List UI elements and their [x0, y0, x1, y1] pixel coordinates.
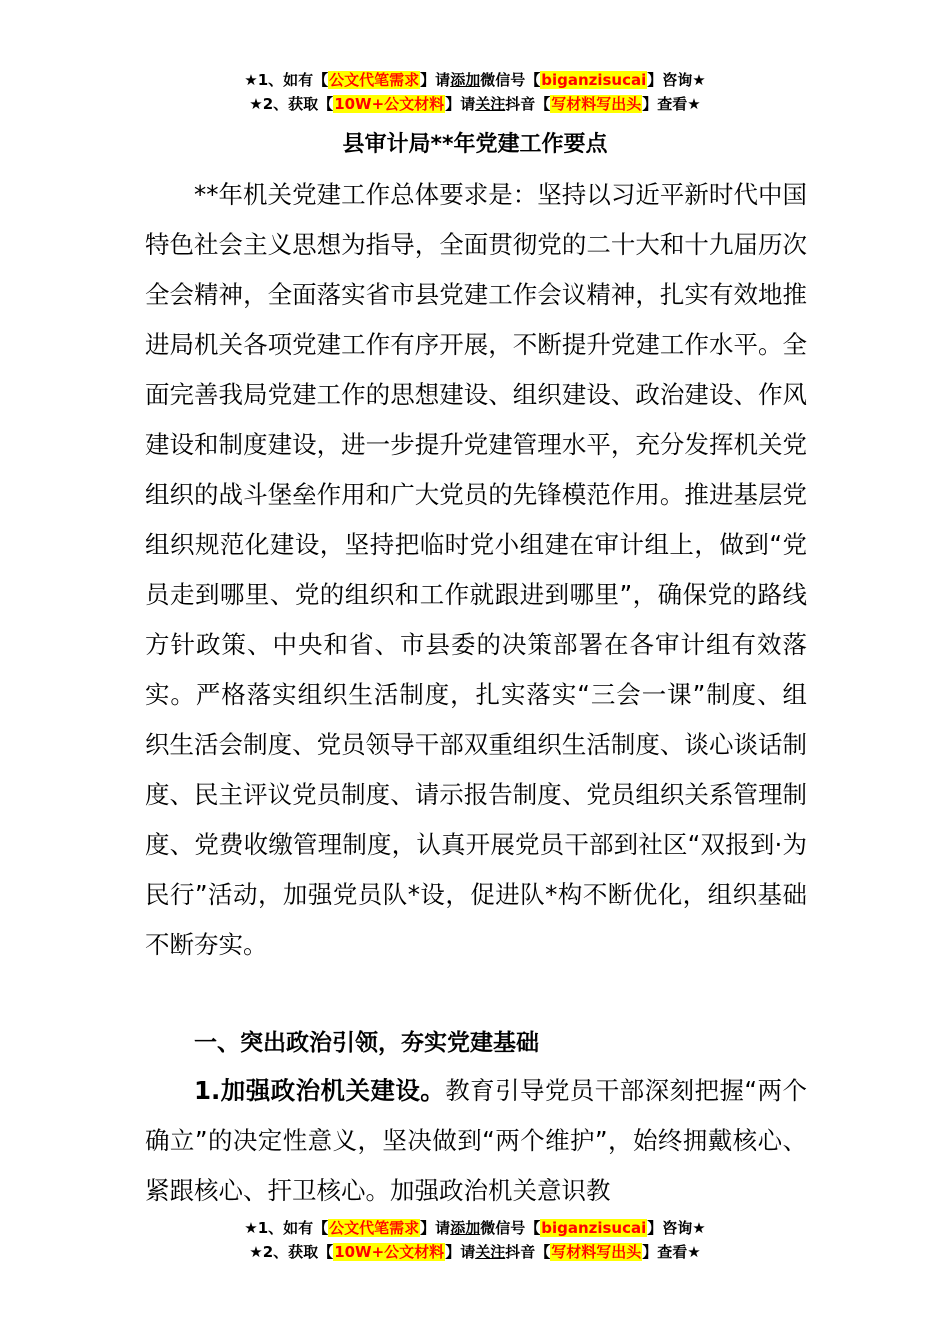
- item-lead: 1.加强政治机关建设。: [194, 1076, 446, 1105]
- promo-line-2: ★2、获取【10W+公文材料】请关注抖音【写材料写出头】查看★: [249, 1243, 701, 1261]
- promo-highlight: 公文代笔需求: [329, 71, 420, 89]
- document-title: 县审计局**年党建工作要点: [342, 132, 608, 157]
- top-promo-banner: [0, 68, 950, 116]
- item-paragraph-1: [145, 1066, 807, 1216]
- promo-highlight: 10W+公文材料: [334, 1243, 445, 1261]
- promo-douyin-account: 写材料写出头: [551, 95, 642, 113]
- intro-paragraph: **年机关党建工作总体要求是：坚持以习近平新时代中国特色社会主义思想为指导，全面贯彻党的二十大和十九届历次全会精神，全面落实省市县党建工作会议精神，扎实有效地推进局机关各项党建工作有序开展，不断提升党建工作水平。全面完善我局党建工作的思想建设、组织建设、政治建设、作风建设和制度建设，进一步提升党建管理水平，充分发挥机关党组织的战斗堡垒作用和广大党员的先锋模范作用。推进基层党组织规范化建设，坚持把临时党小组建在审计组上，做到“党员走到哪里、党的组织和工作就跟进到哪里”，确保党的路线方针政策、中央和省、市县委的决策部署在各审计组有效落实。严格落实组织生活制度，扎实落实“三会一课”制度、组织生活会制度、党员领导干部双重组织生活制度、谈心谈话制度、民主评议党员制度、请示报告制度、党员组织关系管理制度、党费收缴管理制度，认真开展党员干部到社区“双报到·为民行”活动，加强党员队*设，促进队*构不断优化，组织基础不断夯实。: [145, 180, 807, 959]
- promo-wechat-id: biganzisucai: [541, 71, 647, 89]
- promo-line-1: ★1、如有【公文代笔需求】请添加微信号【biganzisucai】咨询★: [244, 1219, 706, 1237]
- promo-highlight: 10W+公文材料: [334, 95, 445, 113]
- item-body: 教育引导党员干部深刻把握“两个确立”的决定性意义，坚决做到“两个维护”，始终拥戴核心、紧跟核心、扞卫核心。加强政治机关意识教: [145, 1076, 807, 1205]
- promo-line-2: ★2、获取【10W+公文材料】请关注抖音【写材料写出头】查看★: [249, 95, 701, 113]
- promo-douyin-account: 写材料写出头: [551, 1243, 642, 1261]
- promo-line-1: ★1、如有【公文代笔需求】请添加微信号【biganzisucai】咨询★: [244, 71, 706, 89]
- promo-wechat-id: biganzisucai: [541, 1219, 647, 1237]
- bottom-promo-banner: [0, 1216, 950, 1264]
- promo-highlight: 公文代笔需求: [329, 1219, 420, 1237]
- section-heading-1: 一、突出政治引领，夯实党建基础: [194, 1030, 539, 1056]
